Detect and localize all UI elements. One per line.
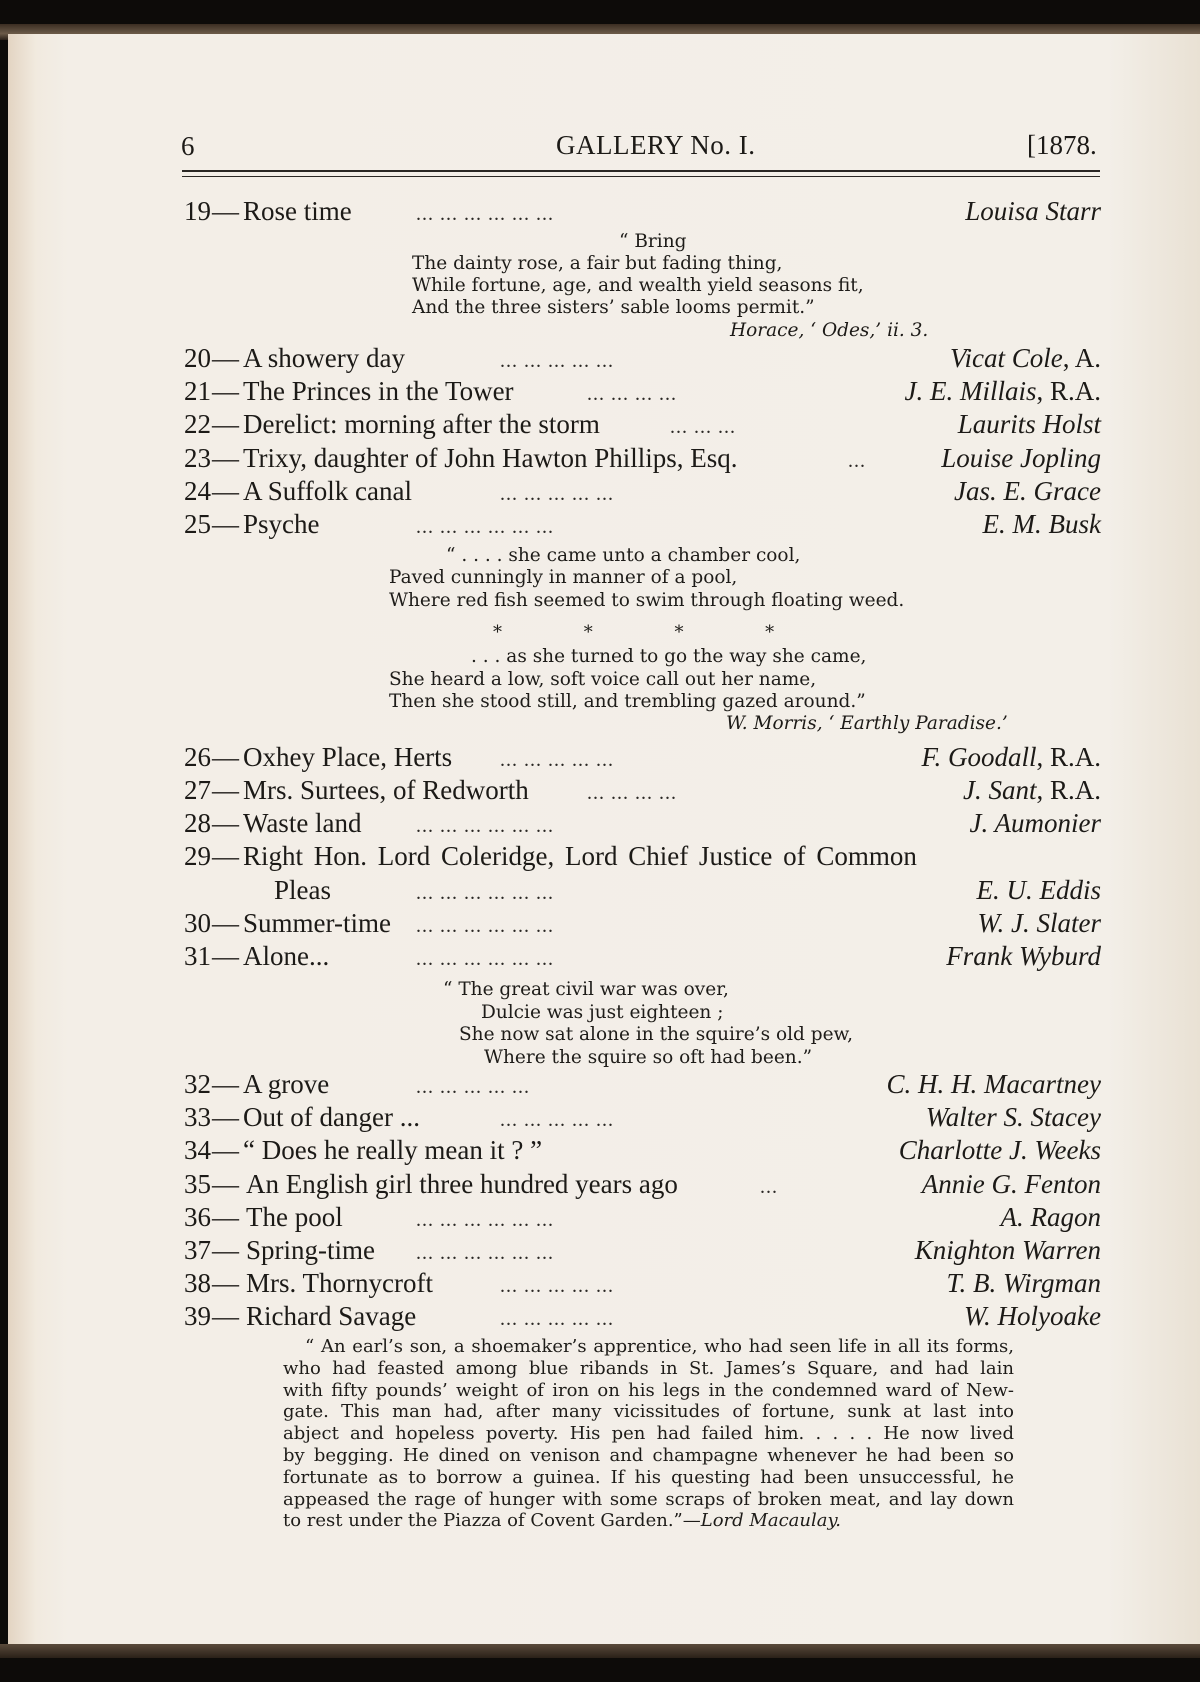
- entry-title: Right Hon. Lord Coleridge, Lord Chief Justice of Common: [243, 841, 917, 871]
- entry-title: Derelict: morning after the storm: [243, 409, 600, 439]
- entry-title: The pool: [246, 1202, 343, 1232]
- entry-number: 38: [184, 1268, 211, 1298]
- entry-title: Psyche: [243, 509, 320, 539]
- quote-author: Lord Macaulay.: [700, 1510, 841, 1532]
- entry-dash: —: [212, 443, 239, 473]
- quote-line: Where the squire so oft had been.”: [484, 1047, 813, 1068]
- quote-line: The dainty rose, a fair but fading thing,: [412, 253, 783, 274]
- quote-line: fortunate as to borrow a guinea. If his questing had been unsuccessful, he: [283, 1466, 1014, 1488]
- entry-number: 29: [184, 841, 211, 871]
- leader-dots: ... ... ... ... ...: [500, 1275, 614, 1297]
- entry-number: 36: [184, 1202, 211, 1232]
- section-break-stars: * * * *: [493, 622, 775, 643]
- entry-number: 30: [184, 908, 211, 938]
- quote-line: “ Bring: [619, 231, 687, 252]
- entry-artist: J. E. Millais, R.A.: [904, 376, 1101, 406]
- entry-dash: —: [212, 376, 239, 406]
- entry-title: The Princes in the Tower: [243, 376, 514, 406]
- entry-number: 39: [184, 1301, 211, 1331]
- quote-line: Where red fish seemed to swim through floating weed.: [389, 590, 905, 611]
- entry-title: Oxhey Place, Herts: [243, 742, 453, 772]
- entry-dash: —: [212, 1268, 239, 1298]
- quote-line: And the three sisters’ sable looms permit.”: [412, 297, 815, 318]
- entry-number: 24: [184, 476, 211, 506]
- quotation-savage: [283, 1336, 1014, 1532]
- entry-title-continuation: Pleas: [274, 875, 331, 905]
- quote-line: “ . . . . she came unto a chamber cool,: [446, 545, 801, 566]
- entry-number: 37: [184, 1235, 211, 1265]
- entry-title: Trixy, daughter of John Hawton Phillips, Esq.: [243, 443, 738, 473]
- leader-dots: ... ... ... ... ... ...: [416, 915, 554, 937]
- entry-artist: Jas. E. Grace: [954, 476, 1101, 506]
- leader-dots: ... ... ... ...: [587, 383, 677, 405]
- entry-dash: —: [212, 775, 239, 805]
- entry-artist: T. B. Wirgman: [946, 1268, 1101, 1298]
- entry-title: Mrs. Thornycroft: [246, 1268, 433, 1298]
- quote-line: “ An earl’s son, a shoemaker’s apprentice, who had seen life in all its forms,: [305, 1336, 1014, 1357]
- entry-artist: Knighton Warren: [914, 1235, 1101, 1265]
- entry-title: Out of danger ...: [243, 1102, 420, 1132]
- entry-title: “ Does he really mean it ? ”: [243, 1135, 543, 1165]
- entry-dash: —: [212, 1202, 239, 1232]
- entry-dash: —: [212, 1069, 239, 1099]
- entry-title: A showery day: [243, 343, 405, 373]
- entry-artist: Vicat Cole, A.: [950, 343, 1101, 373]
- leader-dots: ... ... ... ... ... ...: [416, 203, 554, 225]
- entry-artist: E. U. Eddis: [976, 875, 1101, 905]
- entry-title: Rose time: [243, 196, 352, 226]
- entry-number: 26: [184, 742, 211, 772]
- entry-title: A grove: [243, 1069, 330, 1099]
- leader-dots: ... ... ... ... ... ...: [416, 815, 554, 837]
- entry-title: An English girl three hundred years ago: [246, 1169, 678, 1199]
- entry-artist: Laurits Holst: [957, 409, 1101, 439]
- entry-number: 27: [184, 775, 211, 805]
- leader-dots: ... ... ... ... ...: [500, 1308, 614, 1330]
- quote-last-line: to rest under the Piazza of Covent Garden.”—Lord Macaulay.: [283, 1510, 841, 1532]
- entry-dash: —: [212, 808, 239, 838]
- leader-dots: ... ... ... ... ...: [500, 350, 614, 372]
- entry-number: 19: [184, 196, 211, 226]
- running-year: [1878.: [1027, 130, 1097, 160]
- entry-artist: Frank Wyburd: [946, 941, 1101, 971]
- quote-line: She heard a low, soft voice call out her name,: [389, 669, 817, 690]
- entry-artist: F. Goodall, R.A.: [921, 742, 1101, 772]
- quote-line: While fortune, age, and wealth yield seasons fit,: [412, 275, 864, 296]
- leader-dots: ... ... ...: [670, 416, 736, 438]
- page-number: 6: [181, 131, 195, 161]
- entry-number: 21: [184, 376, 211, 406]
- entry-dash: —: [212, 1235, 239, 1265]
- entry-dash: —: [212, 742, 239, 772]
- quote-line: abject and hopeless poverty. His pen had failed him. . . . . He now lived: [283, 1423, 1014, 1445]
- quote-line: with fifty pounds’ weight of iron on his legs in the condemned ward of New-: [283, 1379, 1014, 1401]
- quote-line: Dulcie was just eighteen ;: [481, 1002, 724, 1023]
- entry-title: A Suffolk canal: [243, 476, 412, 506]
- quote-line: Paved cunningly in manner of a pool,: [389, 567, 738, 588]
- entry-number: 22: [184, 409, 211, 439]
- entry-artist: E. M. Busk: [982, 509, 1101, 539]
- entry-artist: Louise Jopling: [941, 443, 1101, 473]
- entry-dash: —: [212, 476, 239, 506]
- leader-dots: ... ... ... ... ... ...: [416, 948, 554, 970]
- entry-dash: —: [212, 509, 239, 539]
- header-rule-thick: [182, 170, 1100, 172]
- running-title: GALLERY No. I.: [556, 130, 756, 160]
- entry-artist: A. Ragon: [1000, 1202, 1101, 1232]
- leader-dots: ... ... ... ... ... ...: [416, 1242, 554, 1264]
- quote-line: appeased the rage of hunger with some scraps of broken meat, and lay down: [283, 1488, 1014, 1510]
- entry-artist: W. Holyoake: [964, 1301, 1101, 1331]
- entry-dash: —: [212, 1102, 239, 1132]
- quote-source: Horace, ‘ Odes,’ ii. 3.: [730, 320, 929, 341]
- entry-artist: Annie G. Fenton: [921, 1169, 1101, 1199]
- quote-line: by begging. He dined on venison and champagne whenever he had been so: [283, 1444, 1014, 1466]
- header-rule-thin: [182, 176, 1100, 177]
- entry-title: Summer-time: [243, 908, 391, 938]
- leader-dots: ... ... ... ...: [587, 782, 677, 804]
- entry-artist: Louisa Starr: [965, 196, 1101, 226]
- entry-artist: Charlotte J. Weeks: [898, 1135, 1101, 1165]
- leader-dots: ... ... ... ... ... ...: [416, 882, 554, 904]
- entry-dash: —: [212, 908, 239, 938]
- entry-dash: —: [212, 196, 239, 226]
- entry-artist: J. Aumonier: [969, 808, 1101, 838]
- entry-number: 33: [184, 1102, 211, 1132]
- entry-title: Alone...: [243, 941, 330, 971]
- quote-line: gate. This man had, after many vicissitudes of fortune, sunk at last into: [283, 1401, 1014, 1423]
- quote-line: “ The great civil war was over,: [443, 979, 729, 1000]
- quote-source: W. Morris, ‘ Earthly Paradise.’: [726, 713, 1008, 734]
- quote-line: who had feasted among blue ribands in St. James’s Square, and had lain: [283, 1357, 1014, 1379]
- entry-dash: —: [212, 841, 239, 871]
- leader-dots: ... ... ... ... ...: [500, 749, 614, 771]
- entry-dash: —: [212, 343, 239, 373]
- quote-line: Then she stood still, and trembling gazed around.”: [389, 691, 866, 712]
- leader-dots: ... ... ... ... ... ...: [416, 516, 554, 538]
- entry-number: 31: [184, 941, 211, 971]
- leader-dots: ...: [848, 450, 866, 472]
- quote-line: She now sat alone in the squire’s old pew,: [459, 1024, 854, 1045]
- entry-artist: J. Sant, R.A.: [962, 775, 1101, 805]
- leader-dots: ... ... ... ... ...: [416, 1076, 530, 1098]
- entry-dash: —: [212, 1301, 239, 1331]
- leader-dots: ... ... ... ... ... ...: [416, 1209, 554, 1231]
- entry-title: Richard Savage: [246, 1301, 417, 1331]
- leader-dots: ... ... ... ... ...: [500, 483, 614, 505]
- entry-number: 35: [184, 1169, 211, 1199]
- entry-title: Mrs. Surtees, of Redworth: [243, 775, 529, 805]
- entry-dash: —: [212, 1135, 239, 1165]
- entry-artist: Walter S. Stacey: [925, 1102, 1101, 1132]
- entry-number: 23: [184, 443, 211, 473]
- entry-number: 25: [184, 509, 211, 539]
- entry-dash: —: [212, 1169, 239, 1199]
- leader-dots: ...: [760, 1176, 778, 1198]
- leader-dots: ... ... ... ... ...: [500, 1109, 614, 1131]
- entry-artist: C. H. H. Macartney: [886, 1069, 1101, 1099]
- entry-number: 34: [184, 1135, 211, 1165]
- quote-line: . . . as she turned to go the way she came,: [471, 646, 867, 667]
- entry-number: 32: [184, 1069, 211, 1099]
- entry-artist: W. J. Slater: [977, 908, 1101, 938]
- entry-title: Spring-time: [246, 1235, 375, 1265]
- entry-number: 20: [184, 343, 211, 373]
- entry-dash: —: [212, 941, 239, 971]
- entry-dash: —: [212, 409, 239, 439]
- entry-title: Waste land: [243, 808, 362, 838]
- entry-number: 28: [184, 808, 211, 838]
